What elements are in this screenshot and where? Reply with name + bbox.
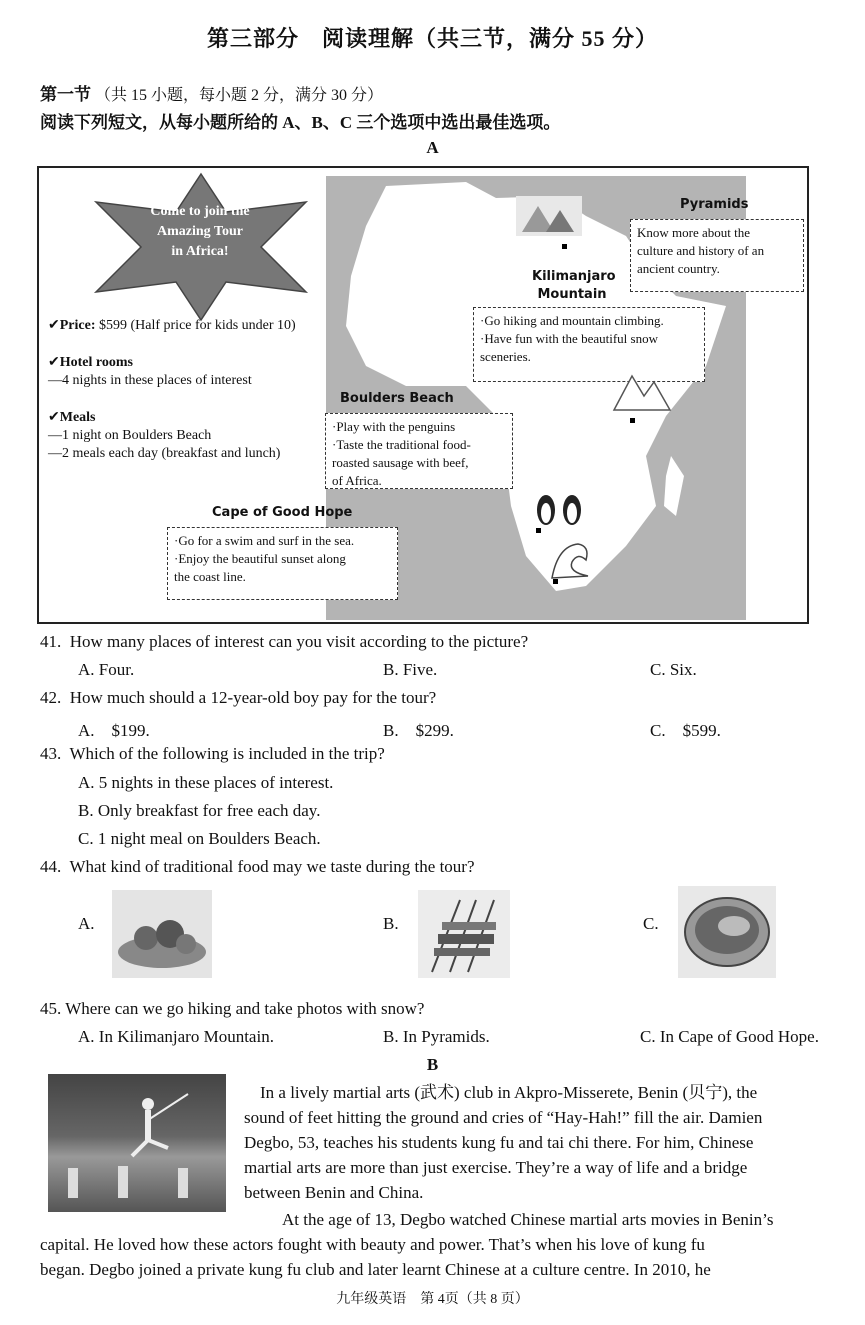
check-icon: ✔ — [48, 355, 60, 370]
option-43-c[interactable]: C. 1 night meal on Boulders Beach. — [78, 829, 321, 848]
option-44-a[interactable]: A. — [78, 914, 95, 933]
option-42-c[interactable]: C. $599. — [650, 721, 721, 740]
place-boulders: Boulders Beach — [340, 391, 454, 406]
hotel-value: —4 nights in these places of interest — [48, 373, 252, 388]
pyramids-note-line: culture and history of an — [637, 243, 765, 258]
para2-line: capital. He loved how these actors fought with beauty and power. That’s when his love of kung fu — [40, 1235, 705, 1254]
passage-b-para2-first: At the age of 13, Degbo watched Chinese martial arts movies in Benin’s — [282, 1210, 774, 1229]
question-44 — [40, 857, 475, 877]
option-45-c[interactable]: C. In Cape of Good Hope. — [640, 1027, 819, 1046]
cape-note-line: ·Go for a swim and surf in the sea. — [174, 533, 355, 548]
wave-icon — [548, 538, 592, 584]
para1-line: Degbo, 53, teaches his students kung fu and tai chi there. For him, Chinese — [244, 1133, 754, 1152]
question-text: What kind of traditional food may we taste during the tour? — [69, 857, 475, 876]
soup-pot-icon — [678, 886, 776, 978]
option-41-c[interactable]: C. Six. — [650, 660, 697, 679]
question-41 — [40, 632, 528, 652]
section-heading — [40, 80, 383, 105]
meals-value-2: —2 meals each day (breakfast and lunch) — [48, 446, 281, 461]
option-41-a[interactable]: A. Four. — [78, 660, 135, 679]
kilimanjaro-line-1: Kilimanjaro — [532, 269, 616, 284]
star-text — [120, 202, 280, 262]
place-kilimanjaro — [532, 268, 616, 304]
option-44-b[interactable]: B. — [383, 914, 399, 933]
section-label: 第一节 — [40, 85, 91, 104]
para2-line: began. Degbo joined a private kung fu club and later learnt Chinese at a culture centre. In 2010, he — [40, 1260, 711, 1279]
star-line-2: Amazing Tour — [157, 224, 243, 239]
boulders-marker — [536, 528, 541, 533]
para1-line: martial arts are more than just exercise. They’re a way of life and a bridge — [244, 1158, 748, 1177]
para1-line: sound of feet hitting the ground and cries of “Hay-Hah!” fill the air. Damien — [244, 1108, 763, 1127]
price-value: $599 (Half price for kids under 10) — [98, 318, 296, 333]
meals-value-1: —1 night on Boulders Beach — [48, 428, 212, 443]
question-text: Which of the following is included in the trip? — [69, 744, 385, 763]
pyramid-icon — [516, 196, 582, 236]
question-text: How many places of interest can you visit according to the picture? — [69, 632, 529, 651]
option-42-a[interactable]: A. $199. — [78, 721, 150, 740]
question-number: 45. — [40, 999, 62, 1018]
cape-note-line: the coast line. — [174, 569, 246, 584]
seafood-image — [112, 890, 212, 978]
passage-b-label: B — [426, 1055, 439, 1074]
para1-line: between Benin and China. — [244, 1183, 424, 1202]
question-number: 41. — [40, 632, 62, 651]
boulders-note — [325, 413, 513, 489]
meals-label: Meals — [59, 410, 96, 425]
star-line-3: in Africa! — [171, 244, 229, 259]
kilimanjaro-note-line: ·Go hiking and mountain climbing. — [480, 313, 664, 328]
hotel-label: Hotel rooms — [59, 355, 133, 370]
kilimanjaro-note-line: ·Have fun with the beautiful snow — [480, 331, 658, 346]
pyramids-note-line: Know more about the — [637, 225, 751, 240]
cape-marker — [553, 579, 558, 584]
martial-arts-figures — [48, 1074, 226, 1212]
kilimanjaro-line-2: Mountain — [537, 287, 607, 302]
price-info — [48, 317, 296, 335]
question-number: 43. — [40, 744, 62, 763]
pyramids-note — [630, 219, 804, 292]
soup-image — [678, 886, 776, 978]
price-label: Price: — [59, 318, 96, 333]
question-42 — [40, 688, 436, 708]
martial-arts-photo — [48, 1074, 226, 1212]
boulders-note-line: ·Play with the penguins — [332, 419, 456, 434]
star-line-1: Come to join the — [150, 204, 250, 219]
pyramids-note-line: ancient country. — [637, 261, 720, 276]
skewers-image — [418, 890, 510, 978]
passage-b-para2 — [40, 1232, 832, 1282]
option-45-b[interactable]: B. In Pyramids. — [383, 1027, 490, 1046]
cape-note-line: ·Enjoy the beautiful sunset along — [174, 551, 346, 566]
boulders-note-line: roasted sausage with beef, — [332, 455, 469, 470]
option-42-b[interactable]: B. $299. — [383, 721, 454, 740]
instruction: 阅读下列短文，从每小题所给的 A、B、C 三个选项中选出最佳选项。 — [40, 113, 561, 132]
penguin-icon — [530, 486, 590, 528]
question-45 — [40, 999, 424, 1019]
seafood-icon — [112, 890, 212, 978]
skewer-icon — [418, 890, 510, 978]
question-text: Where can we go hiking and take photos with snow? — [65, 999, 425, 1018]
option-45-a[interactable]: A. In Kilimanjaro Mountain. — [78, 1027, 274, 1046]
check-icon: ✔ — [48, 318, 60, 333]
meals-info — [48, 409, 280, 463]
boulders-note-line: of Africa. — [332, 473, 382, 488]
kilimanjaro-marker — [630, 418, 635, 423]
passage-a-label: A — [426, 138, 439, 157]
option-43-b[interactable]: B. Only breakfast for free each day. — [78, 801, 321, 820]
hotel-info — [48, 354, 252, 390]
place-pyramids: Pyramids — [680, 197, 749, 212]
question-43 — [40, 744, 385, 764]
boulders-note-line: ·Taste the traditional food- — [332, 437, 471, 452]
option-44-c[interactable]: C. — [643, 914, 659, 933]
question-number: 42. — [40, 688, 62, 707]
place-cape: Cape of Good Hope — [212, 505, 353, 520]
page-title: 第三部分 阅读理解（共三节，满分 55 分） — [206, 26, 658, 51]
pyramids-marker — [562, 244, 567, 249]
passage-b-para1 — [244, 1080, 832, 1205]
pyramids-image — [516, 196, 582, 236]
cape-note — [167, 527, 398, 600]
option-41-b[interactable]: B. Five. — [383, 660, 438, 679]
mountain-icon — [612, 368, 672, 414]
question-number: 44. — [40, 857, 62, 876]
section-note: （共 15 小题，每小题 2 分，满分 30 分） — [95, 87, 384, 104]
check-icon: ✔ — [48, 410, 60, 425]
kilimanjaro-note-line: sceneries. — [480, 349, 531, 364]
para1-line: In a lively martial arts (武术) club in Akpro-Misserete, Benin (贝宁), the — [260, 1083, 758, 1102]
question-text: How much should a 12-year-old boy pay for the tour? — [69, 688, 437, 707]
madagascar — [664, 456, 684, 516]
option-43-a[interactable]: A. 5 nights in these places of interest. — [78, 773, 334, 792]
page-footer: 九年级英语 第 4页（共 8 页） — [336, 1292, 529, 1307]
